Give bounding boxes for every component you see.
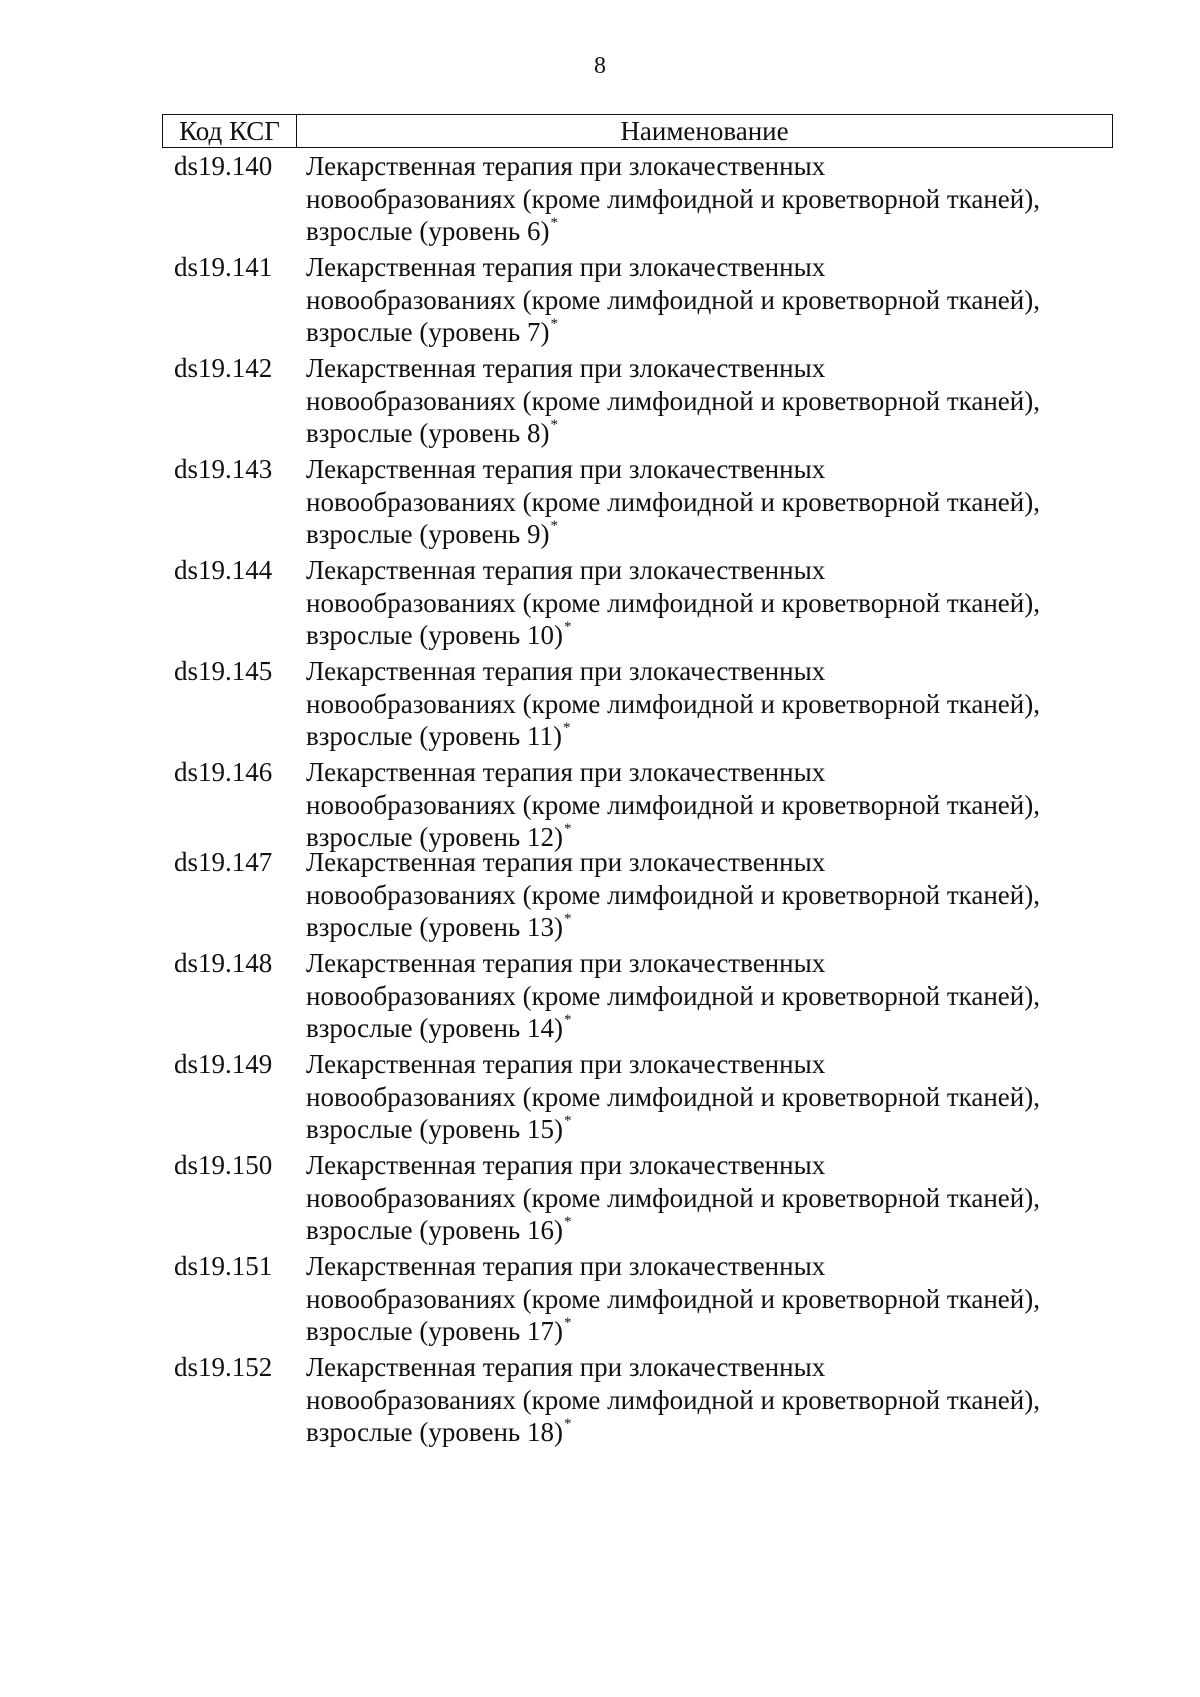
row-name-line: [306, 1012, 1113, 1045]
row-code: ds19.145: [174, 656, 273, 686]
footnote-mark: *: [564, 619, 572, 635]
footnote-mark: *: [550, 417, 558, 433]
row-name-line: Лекарственная терапия при злокачественных: [306, 1150, 826, 1180]
row-name-line: [306, 417, 1113, 450]
row-name-line: Лекарственная терапия при злокачественных: [306, 1049, 826, 1079]
row-name-level: взрослые (уровень 9): [306, 519, 550, 549]
row-name: [295, 1250, 1113, 1350]
footnote-mark: *: [564, 1113, 572, 1129]
footnote-mark: *: [564, 911, 572, 927]
row-name: [295, 554, 1113, 654]
table-row: [162, 846, 1113, 946]
footnote-mark: *: [564, 1214, 572, 1230]
row-name-level: взрослые (уровень 12): [306, 822, 563, 852]
row-name-line: Лекарственная терапия при злокачественных: [306, 757, 826, 787]
table-row: [162, 453, 1113, 553]
row-name: [295, 453, 1113, 553]
row-name-level: взрослые (уровень 15): [306, 1114, 563, 1144]
column-header-code: Код КСГ: [163, 115, 297, 147]
row-code: ds19.142: [174, 353, 273, 383]
footnote-mark: *: [550, 215, 558, 231]
row-name-level: взрослые (уровень 18): [306, 1417, 563, 1447]
footnote-mark: *: [550, 316, 558, 332]
row-name-line: [306, 1416, 1113, 1449]
row-name-line: Лекарственная терапия при злокачественных: [306, 1251, 826, 1281]
row-code: ds19.148: [174, 948, 273, 978]
row-code: ds19.141: [174, 252, 273, 282]
row-name-line: Лекарственная терапия при злокачественных: [306, 454, 826, 484]
page-number: 8: [594, 53, 606, 79]
row-name: [295, 756, 1113, 856]
row-name-line: [306, 215, 1113, 248]
column-header-name: Наименование: [620, 116, 789, 146]
row-name-level: взрослые (уровень 7): [306, 317, 550, 347]
table-row: [162, 1250, 1113, 1350]
row-name-line: [306, 1315, 1113, 1348]
row-name-line: Лекарственная терапия при злокачественных: [306, 656, 826, 686]
row-name-level: взрослые (уровень 13): [306, 912, 563, 942]
row-code: ds19.147: [174, 847, 273, 877]
row-code: ds19.146: [174, 757, 273, 787]
table-row: [162, 251, 1113, 351]
row-name-line: новообразованиях (кроме лимфоидной и кроветворной тканей),: [306, 284, 1040, 315]
row-code: ds19.140: [174, 151, 273, 181]
row-name-line: новообразованиях (кроме лимфоидной и кроветворной тканей),: [306, 1283, 1040, 1314]
row-name: [295, 1048, 1113, 1148]
footnote-mark: *: [550, 518, 558, 534]
row-name: [295, 251, 1113, 351]
row-name-line: новообразованиях (кроме лимфоидной и кроветворной тканей),: [306, 980, 1040, 1011]
row-code: ds19.143: [174, 454, 273, 484]
footnote-mark: *: [564, 1315, 572, 1331]
table-row: [162, 150, 1113, 250]
row-name: [295, 846, 1113, 946]
row-name-line: Лекарственная терапия при злокачественных: [306, 948, 826, 978]
row-name-level: взрослые (уровень 16): [306, 1215, 563, 1245]
row-code: ds19.152: [174, 1352, 273, 1382]
row-name-line: [306, 911, 1113, 944]
row-name-line: Лекарственная терапия при злокачественных: [306, 847, 826, 877]
row-name-line: [306, 1113, 1113, 1146]
row-name-line: новообразованиях (кроме лимфоидной и кроветворной тканей),: [306, 183, 1040, 214]
row-name-level: взрослые (уровень 6): [306, 216, 550, 246]
row-name-line: Лекарственная терапия при злокачественных: [306, 151, 826, 181]
row-name-line: новообразованиях (кроме лимфоидной и кроветворной тканей),: [306, 1081, 1040, 1112]
row-name-line: Лекарственная терапия при злокачественных: [306, 353, 826, 383]
row-code: ds19.151: [174, 1251, 273, 1281]
row-name-line: новообразованиях (кроме лимфоидной и кроветворной тканей),: [306, 1384, 1040, 1415]
row-code: ds19.149: [174, 1049, 273, 1079]
footnote-mark: *: [564, 1012, 572, 1028]
row-name-line: [306, 619, 1113, 652]
row-name: [295, 655, 1113, 755]
table-header: [162, 114, 1113, 148]
row-name-line: Лекарственная терапия при злокачественных: [306, 252, 826, 282]
row-name: [295, 150, 1113, 250]
row-name-level: взрослые (уровень 14): [306, 1013, 563, 1043]
row-name-level: взрослые (уровень 10): [306, 620, 563, 650]
table-row: [162, 352, 1113, 452]
row-name-line: [306, 720, 1113, 753]
row-name-line: новообразованиях (кроме лимфоидной и кроветворной тканей),: [306, 879, 1040, 910]
row-code: ds19.144: [174, 555, 273, 585]
row-name-line: Лекарственная терапия при злокачественных: [306, 555, 826, 585]
table-row: [162, 756, 1113, 856]
table-row: [162, 947, 1113, 1047]
row-code: ds19.150: [174, 1150, 273, 1180]
table-row: [162, 554, 1113, 654]
table-row: [162, 1048, 1113, 1148]
footnote-mark: *: [564, 1416, 572, 1432]
table-row: [162, 1149, 1113, 1249]
row-name-line: новообразованиях (кроме лимфоидной и кроветворной тканей),: [306, 385, 1040, 416]
table-row: [162, 655, 1113, 755]
footnote-mark: *: [563, 720, 571, 736]
row-name-line: [306, 1214, 1113, 1247]
row-name-line: новообразованиях (кроме лимфоидной и кроветворной тканей),: [306, 688, 1040, 719]
row-name: [295, 1351, 1113, 1451]
row-name-level: взрослые (уровень 11): [306, 721, 562, 751]
row-name-line: новообразованиях (кроме лимфоидной и кроветворной тканей),: [306, 789, 1040, 820]
row-name-level: взрослые (уровень 17): [306, 1316, 563, 1346]
table-row: [162, 1351, 1113, 1451]
row-name: [295, 1149, 1113, 1249]
row-name-line: [306, 518, 1113, 551]
row-name-line: [306, 316, 1113, 349]
row-name: [295, 947, 1113, 1047]
row-name-line: новообразованиях (кроме лимфоидной и кроветворной тканей),: [306, 486, 1040, 517]
row-name: [295, 352, 1113, 452]
row-name-line: новообразованиях (кроме лимфоидной и кроветворной тканей),: [306, 587, 1040, 618]
row-name-line: Лекарственная терапия при злокачественных: [306, 1352, 826, 1382]
footnote-mark: *: [564, 821, 572, 837]
row-name-level: взрослые (уровень 8): [306, 418, 550, 448]
row-name-line: новообразованиях (кроме лимфоидной и кроветворной тканей),: [306, 1182, 1040, 1213]
